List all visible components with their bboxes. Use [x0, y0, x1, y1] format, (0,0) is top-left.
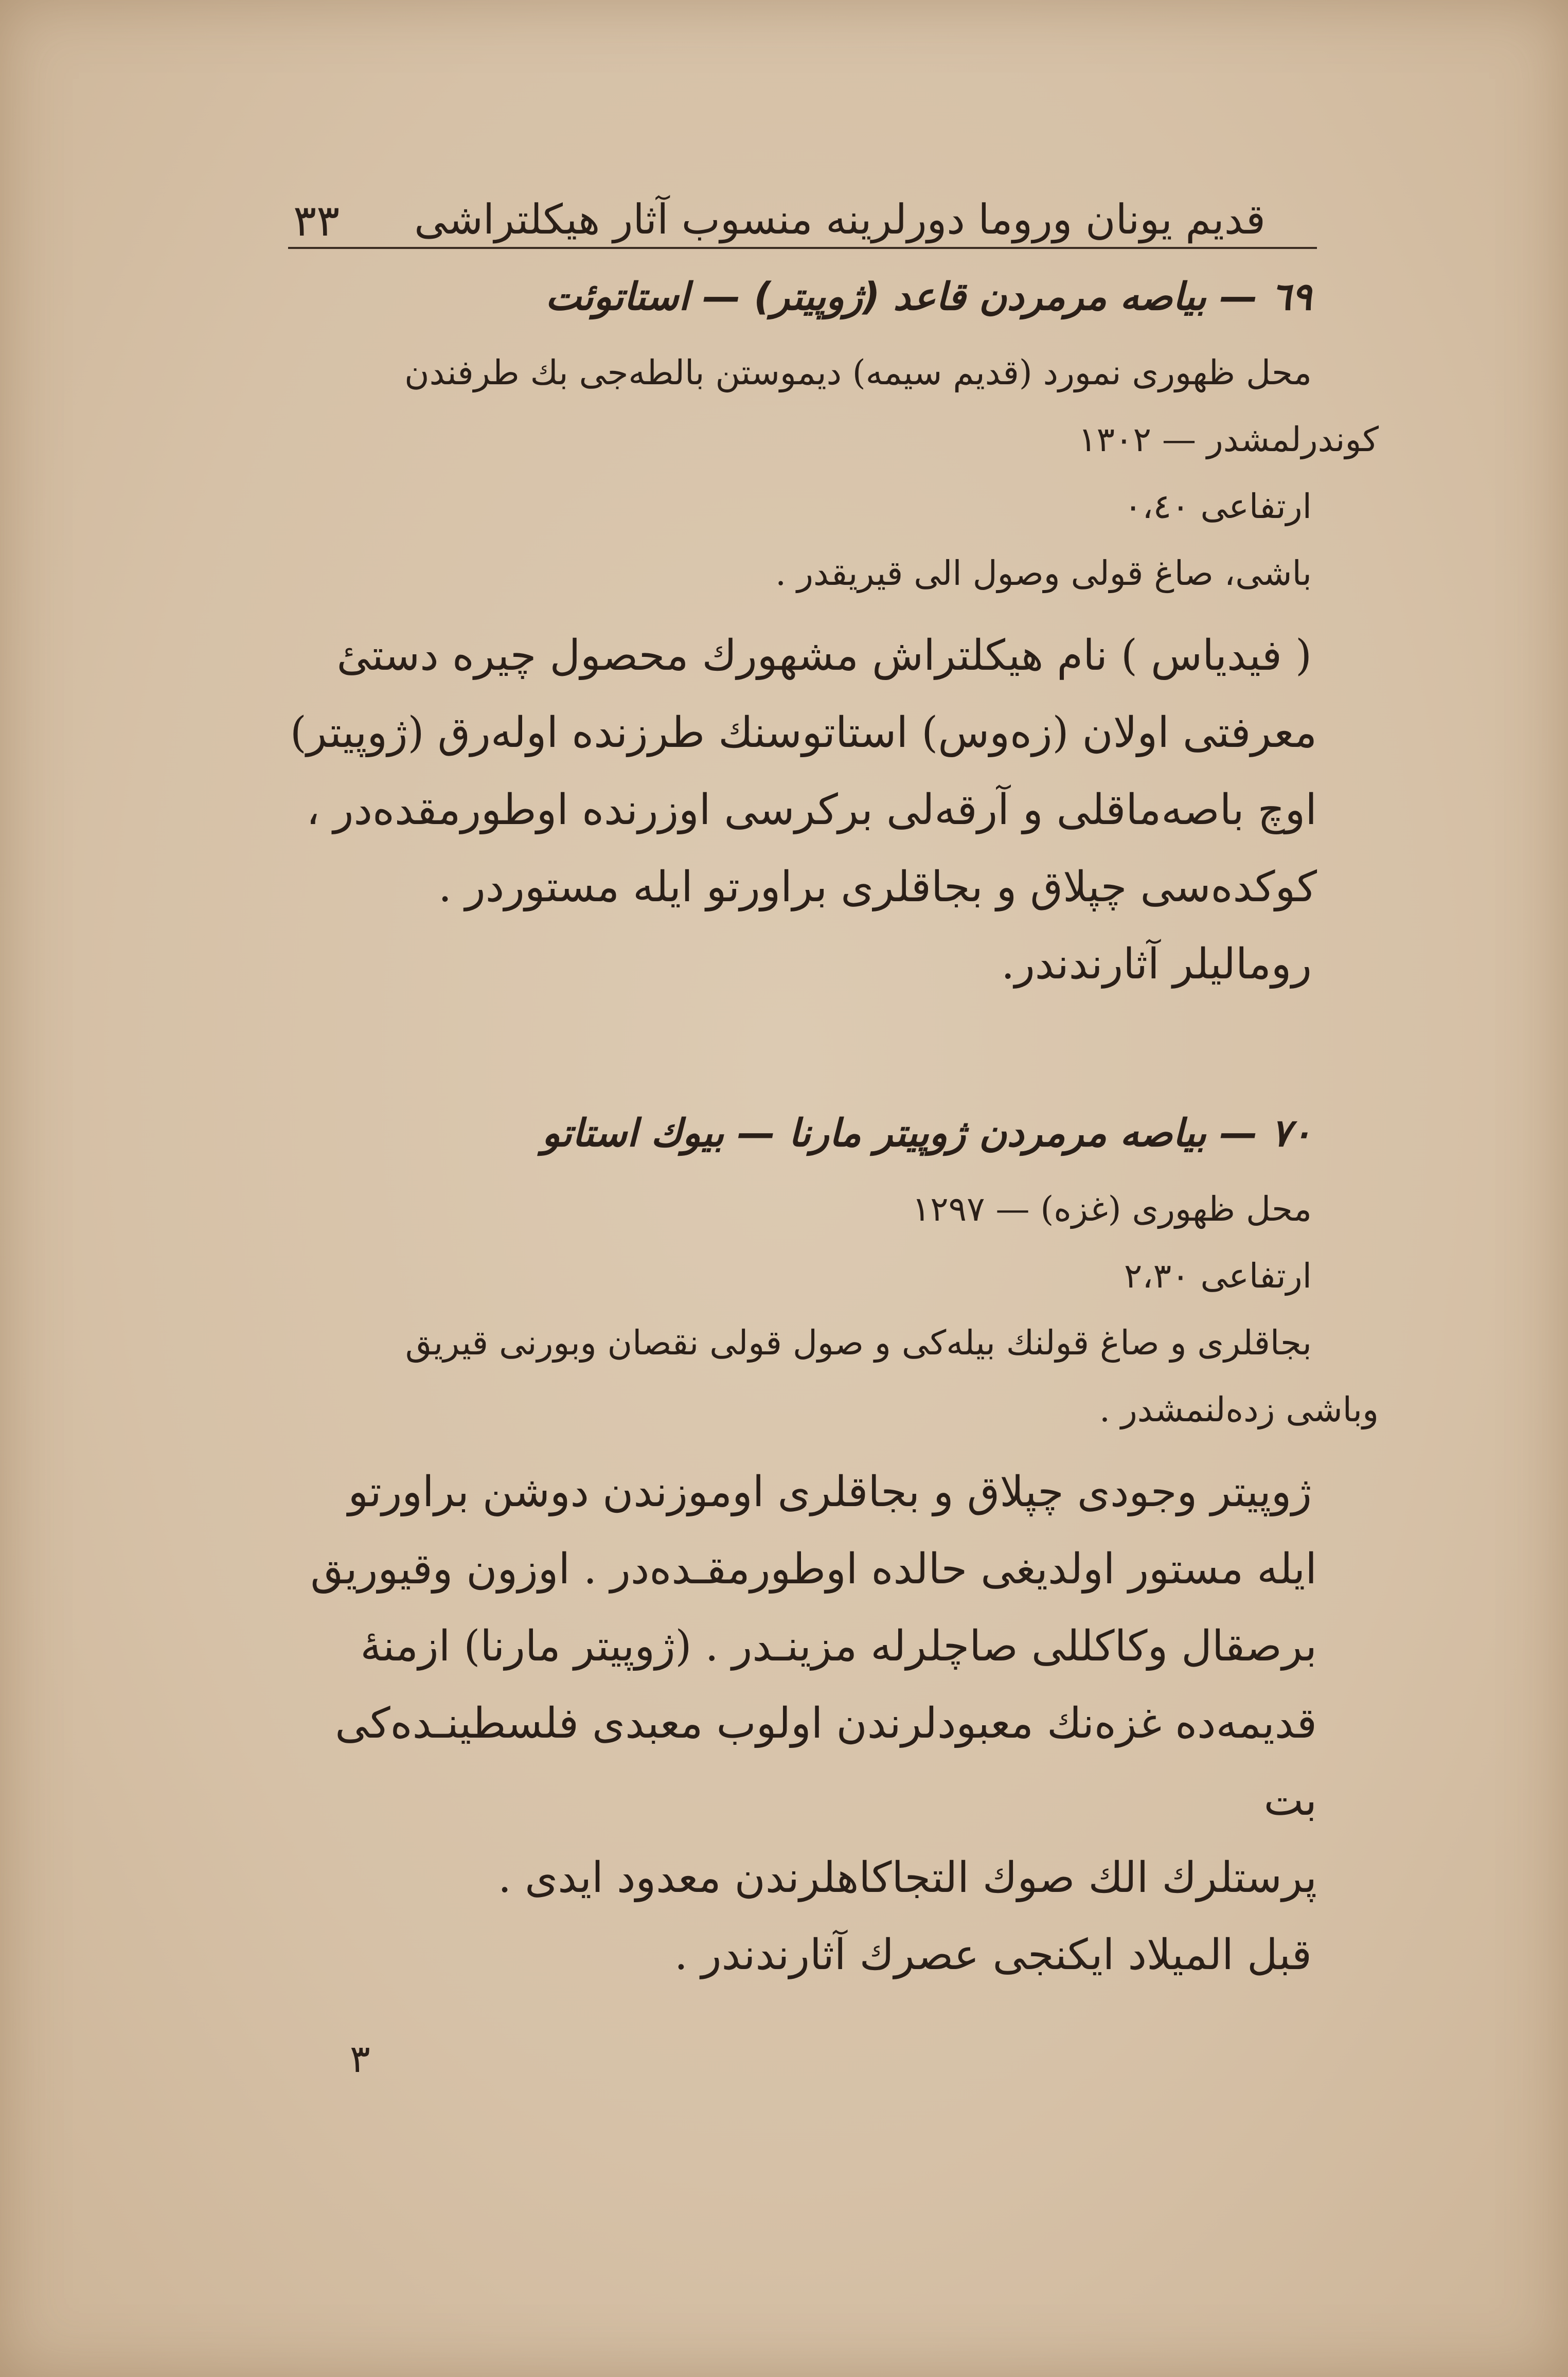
entry-69-find-location: محل ظهورى نمورد (قديم سيمه) ديموستن بالطه‌جى بك طرفندن: [404, 353, 1312, 392]
entry-70-condition: بجاقلرى و صاغ قولنك بيله‌كى و صول قولى نقصان وبورنى قيريق: [405, 1323, 1312, 1363]
page-content: [288, 180, 1379, 1994]
description-line: ژوپيتر وجودى چپلاق و بجاقلرى اوموزندن دوشن براورتو: [348, 1468, 1312, 1516]
entry-69-sent-date: كوندرلمشدر — ١٣٠٢: [1078, 420, 1379, 459]
running-title: قديم يونان وروما دورلرينه منسوب آثار هيكلتراشى: [414, 195, 1266, 243]
entry-69-heading: ٦٩ — بياصه مرمردن قاعد (ژوپيتر) — استاتوئت: [545, 275, 1312, 319]
description-line: برصقال وكاكللى صاچلرله مزينـدر . (ژوپيتر مارنا) ازمنهٔ: [360, 1622, 1317, 1671]
entry-70-height: ارتفاعى ٢،٣٠: [1124, 1256, 1312, 1296]
entry-70-description: [288, 1454, 1317, 1994]
printer-signature-mark: ٣: [350, 2037, 370, 2081]
description-line: ( فيدياس ) نام هيكلتراش مشهورك محصول چيره دستىٔ: [336, 631, 1312, 680]
description-line: روماليلر آثارندندر.: [1001, 940, 1312, 989]
entry-69-description: [288, 617, 1317, 1003]
description-line: ايله مستور اولديغى حالده اوطورمقـده‌در . اوزون وقيوريق: [310, 1545, 1317, 1594]
entry-70-condition-cont: وباشى زده‌لنمشدر .: [1099, 1390, 1379, 1429]
description-line: اوچ باصه‌ماقلى و آرقه‌لى بركرسى اوزرنده اوطورمقده‌در ،: [306, 785, 1317, 834]
entry-69-condition: باشى، صاغ قولى وصول الى قيريقدر .: [775, 553, 1312, 593]
description-line: كوكده‌سى چپلاق و بجاقلرى براورتو ايله مستوردر .: [438, 863, 1317, 912]
section-gap: [288, 1003, 1317, 1101]
entry-69-height: ارتفاعى ٠،٤٠: [1124, 487, 1312, 526]
description-line: معرفتى اولان (زه‌وس) استاتوسنك طرزنده اوله‌رق (ژوپيتر): [290, 708, 1317, 757]
entry-70-heading: ٧٠ — بياصه مرمردن ژوپيتر مارنا — بيوك استاتو: [542, 1111, 1312, 1155]
page-number: ٣٣: [293, 195, 340, 246]
page-header: [288, 180, 1317, 249]
entry-69: [288, 275, 1379, 1003]
entry-70: [288, 1111, 1379, 1994]
description-line: قبل الميلاد ايكنجى عصرك آثارندندر .: [674, 1931, 1312, 1979]
entry-70-find-location: محل ظهورى (غزه) — ١٢٩٧: [912, 1189, 1312, 1229]
description-line: پرستلرك الك صوك التجاكاهلرندن معدود ايدى .: [497, 1853, 1317, 1902]
description-line: قديمه‌ده غزه‌نك معبودلرندن اولوب معبدى فلسطينـده‌كى بت: [335, 1699, 1317, 1825]
